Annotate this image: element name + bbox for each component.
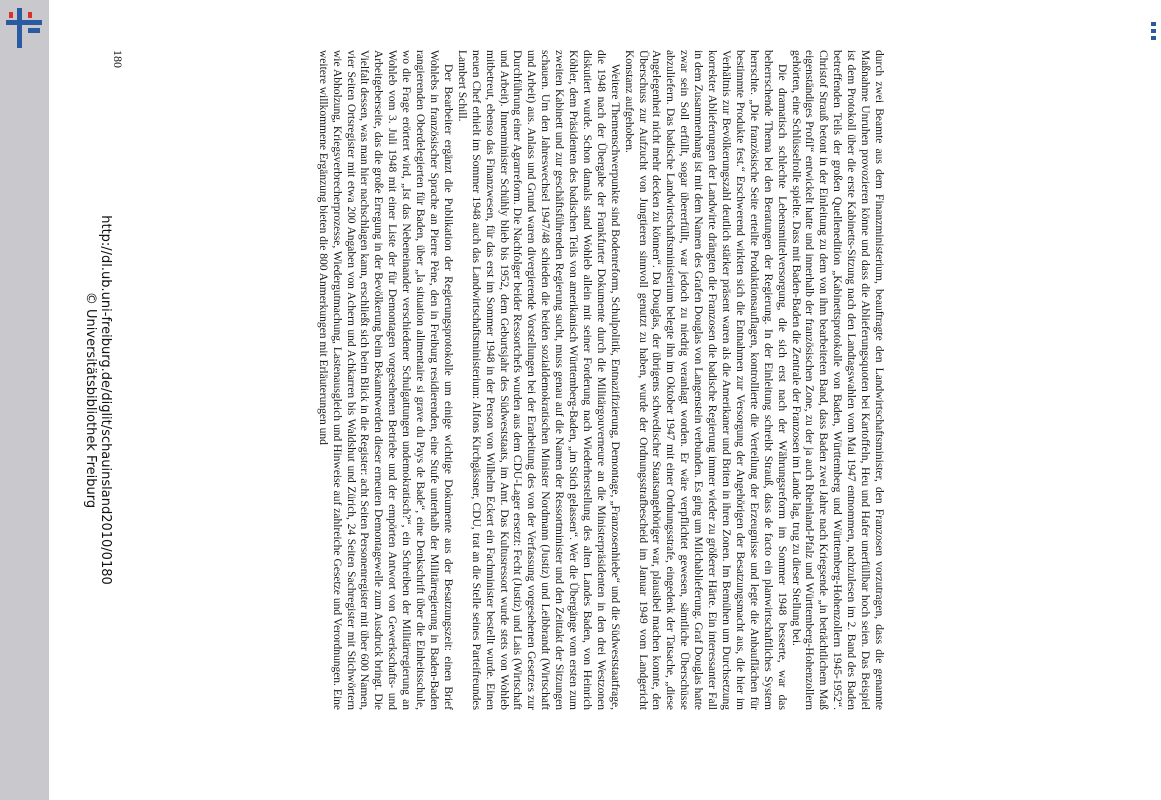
page-text-block — [315, 50, 885, 710]
page-number: 180 — [111, 50, 125, 68]
paragraph: Weitere Themenschwerpunkte sind Bodenreform, Schulpolitik, Entnazifizierung, Demontage, „Franzosenhiebe“ und die Südweststaatfrage, die 1948 nach der Übergabe der Frankfurter Dokumente durch die Militärgouverneure an die Ministerpräsidenten in den drei Westzonen diskutiert wurde. Schon damals stand Wohleb allein mit seiner Forderung nach Wiederherstellung des alten Landes Baden, von Heinrich Köhler, dem Präsidenten des badischen Teils von amerikanisch Württemberg-Baden, „im Stich gelassen“. Wer die Übergänge vom ersten zum zweiten Kabinett und zur geschäftsführenden Regierung sucht, muss genau auf die Namen der Ressortminister und den Zeittakt der Sitzungen schauen. Um den Jahreswechsel 1947/48 schieden die beiden sozialdemokratischen Minister Nordmann (Justiz) und Leibbrandt (Wirtschaft und Arbeit) aus. Anlass und Grund waren divergierende Vorstellungen bei der Erarbeitung des von der Verfassung vorgesehenen Gesetzes zur Durchführung einer Agrarreform. Die Nachfolger beider Ressortchefs wurden aus dem CDU-Lager ersetzt: Fecht (Justiz) und Lais (Wirtschaft und Arbeit). Innenminister Schühly blieb bis 1952, dem Geburtsjahr des Südweststaats, im Amt. Das Kultusressort wurde stets von Wohleb mitbetreut, ebenso das Finanzwesen, für das erst im Sommer 1948 in der Person von Wilhelm Eckert ein Fachminister bestellt wurde. Einen neuen Chef erhielt im Sommer 1948 auch das Landwirtschaftsministerium: Alfons Kirchgässner, CDU, trat an die Stelle seines Parteifreundes Lambert Schill. — [455, 50, 621, 710]
source-url[interactable]: http://dl.ub.uni-freiburg.de/diglit/schauinsland2010/0180 — [98, 215, 113, 585]
rotated-page-content — [105, 50, 885, 710]
right-edge-marker-icon — [1151, 22, 1157, 42]
paragraph: Die dramatisch schlechte Lebensmittelversorgung, die sich erst nach der Währungsreform im Sommer 1948 besserte, war das beherrschende Thema bei den Beratungen der Regierung. In der Einleitung schreibt Strauß, dass de facto ein planwirtschaftliches System herrschte. „Die französische Seite erteilte Produktionsauflagen, kontrollierte die Verteilung der Erzeugnisse und legte die Anbauflächen für bestimmte Produkte fest.“ Erschwerend wirkten sich die Entnahmen zur Versorgung der Angehörigen der Besatzungsmacht aus, die hier im Verhältnis zur Bevölkerungszahl deutlich stärker präsent waren als die Amerikaner und Briten in ihren Zonen. Im Bemühen um Durchsetzung korrekter Ablieferungen der Landwirte drängten die Franzosen die badische Regierung immer wieder zu größerer Härte. Ein interessanter Fall in dem Zusammenhang ist mit dem Namen des Grafen Douglas von Langenstein verbunden. Es ging um Milchablieferung. Graf Douglas hatte zwar sein Soll erfüllt, sogar übererfüllt, war jedoch zu niedrig veranlagt worden. Er wäre verpflichtet gewesen, sämtliche Überschüsse abzuliefern. Das badische Landwirtschaftsministerium belegte ihn im Oktober 1947 mit einer Ordnungsstrafe, eingedenk der Tatsache, „diese Angelegenheit nicht mehr decken zu können“. Da Douglas, der übrigens schwedischer Staatsangehöriger war, plausibel machen konnte, den Überschuss zur Aufzucht von Jungtieren sinnvoll genutzt zu haben, wurde der Ordnungsstrafbescheid im Januar 1949 vom Landgericht Konstanz aufgehoben. — [622, 50, 788, 710]
copyright-notice: © Universitätsbibliothek Freiburg — [83, 291, 98, 509]
paragraph: durch zwei Beamte aus dem Finanzministerium, beauftragte den Landwirtschaftsminister, den Franzosen vorzutragen, dass die genannte Maßnahme Unruhen provozieren könne und dass die Ablieferungsquoten bei Kartoffeln, Heu und Hafer unerfüllbar hoch seien. Das Beispiel ist dem Protokoll über die erste Kabinetts-Sitzung nach den Landtagswahlen vom Mai 1947 entnommen, nachzulesen im 2. Band des Baden betreffenden Teils der großen Quellenedition „Kabinettsprotokolle von Baden, Württemberg und Württemberg-Hohenzollern 1945-1952“. Christof Strauß betont in der Einleitung zu dem von ihm bearbeiteten Band, dass Baden zwei Jahre nach Kriegsende „in beträchtlichem Maß eigenständiges Profil“ entwickelt hatte und innerhalb der französischen Zone, zu der ja auch Rheinland-Pfalz und Württemberg-Hohenzollern gehörten, eine Schlüsselrolle spielte. Dass mit Baden-Baden die Zentrale der Franzosen im Lande lag, trug zu dieser Stellung bei. — [789, 50, 885, 710]
paragraph: Der Bearbeiter ergänzt die Publikation der Regierungsprotokolle um einige wichtige Dokumente aus der Besatzungszeit: einen Brief Wohlebs in französischer Sprache an Pierre Pène, den in Freiburg residierenden, eine Stufe unterhalb der Militärregierung in Baden-Baden rangierenden Oberdelegierten für Baden, über „la situation alimentaire si grave du Pays de Bade“, eine Denkschrift über die Einheitsschule, wo die Frage erörtert wird, „Ist das Nebeneinander verschiedener Schulgattungen undemokratisch?“, ein Schreiben der Militärregierung an Wohleb vom 3. Juli 1948 mit einer Liste der für Demontagen vorgesehenen Betriebe und der empörten Antwort von Gewerkschafts- und Arbeitgeberseite, das die große Erregung in der Bevölkerung beim Bekanntwerden dieser erneuten Demontagewelle zum Ausdruck bringt. Die Vielfalt dessen, was man hier nachschlagen kann, erschließt sich beim Blick in die Register: acht Seiten Personenregister mit über 600 Namen, vier Seiten Ortsregister mit etwa 200 Angaben von Achern und Achkarren bis Waldshut und Zürich, 24 Seiten Sachregister mit Stichwörtern wie Abholzung, Kriegsverbrecherprozesse, Wiedergutmachung, Lastenausgleich und Hinweise auf zahlreiche Gesetze und Verordnungen. Eine weitere willkommene Ergänzung bieten die 800 Anmerkungen mit Erläuterungen und — [316, 50, 454, 710]
